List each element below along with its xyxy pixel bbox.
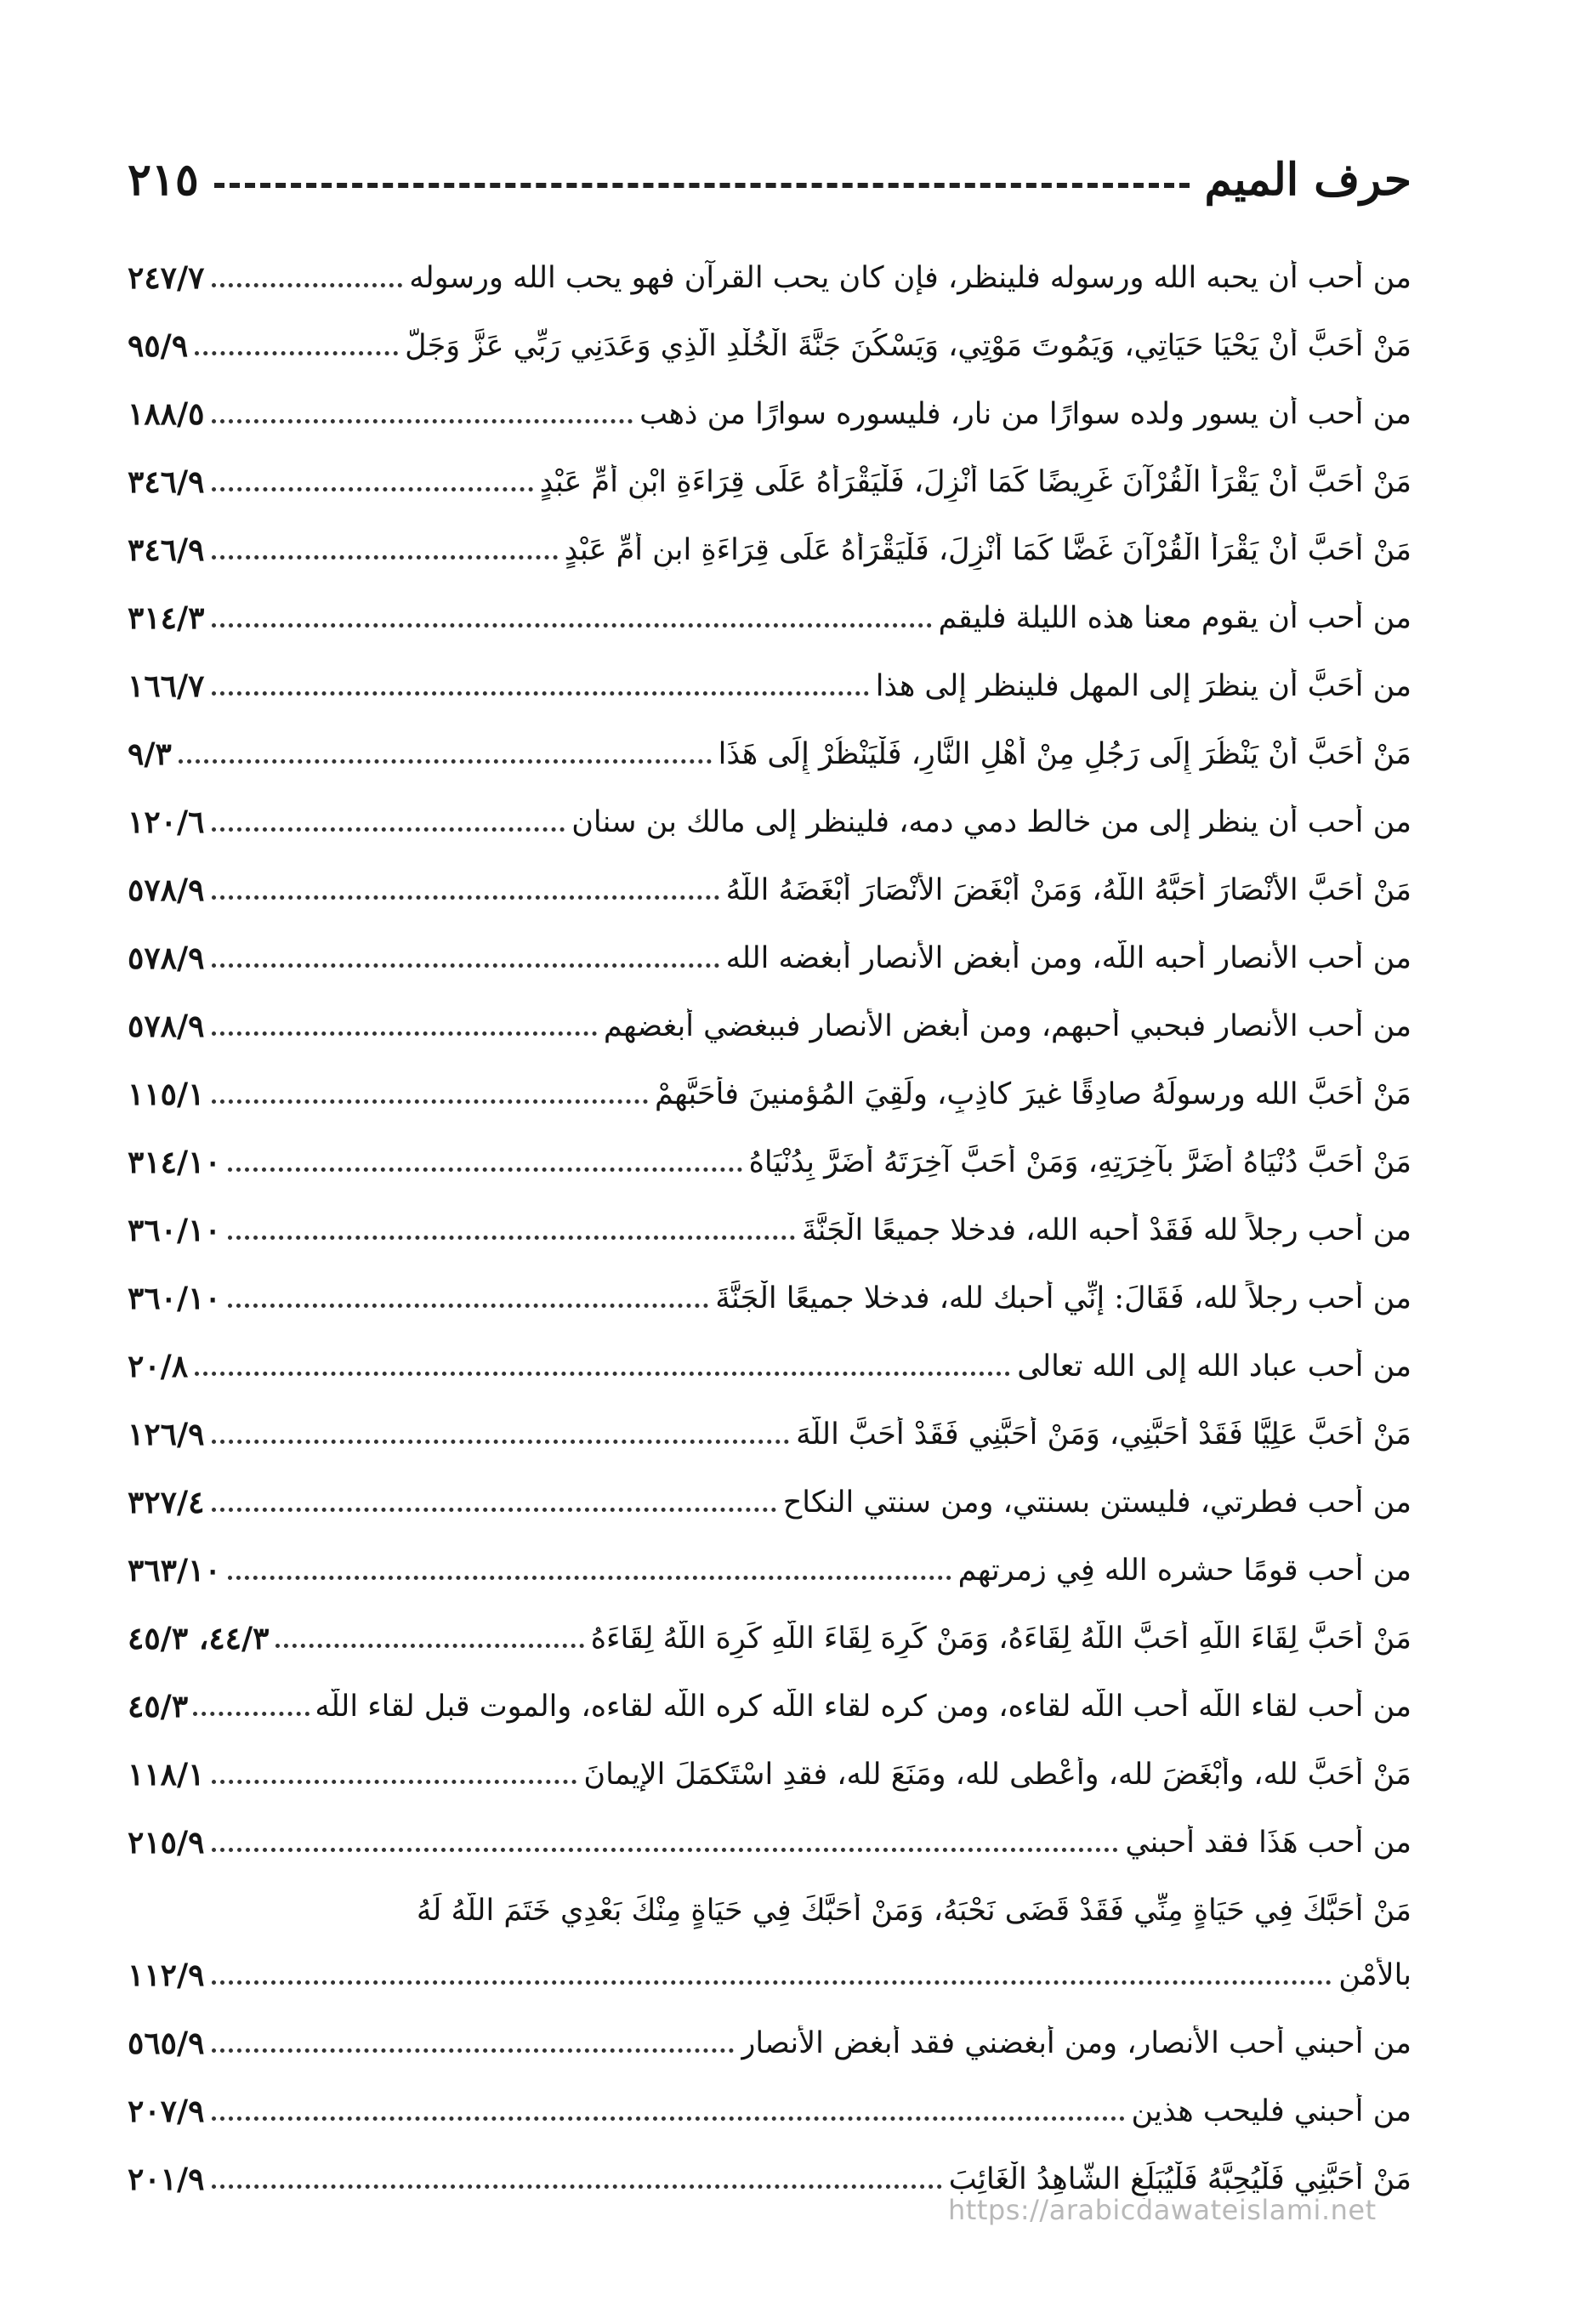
dot-leader <box>212 283 403 287</box>
dot-leader <box>212 2184 942 2189</box>
entry-reference: ٢٠٧/٩ <box>128 2094 205 2129</box>
entry-reference: ٢٤٧/٧ <box>128 260 205 296</box>
entry-text: مَنْ أَحَبَّ أَنْ يَقْرَأَ الْقُرْآنَ غَضًّا كَمَا أُنْزِلَ، فَلْيَقْرَأْهُ عَلَى قِرَاءَةِ ابنِ أُمِّ عَبْدٍ <box>564 533 1411 568</box>
entry-reference: ١١٨/١ <box>128 1757 205 1792</box>
entry-text: مَنْ أَحَبَّ عَلِيًّا فَقَدْ أَحَبَّنِي، وَمَنْ أَحَبَّنِي فَقَدْ أَحَبَّ اللَّهَ <box>796 1418 1411 1452</box>
index-entry <box>128 298 1411 366</box>
entry-reference: ١٦٦/٧ <box>128 668 205 704</box>
entry-text: من أحب رجلاً لله فَقَدْ أحبه الله، فدخلا جميعًا الْجَنَّةَ <box>801 1213 1411 1248</box>
entry-reference: ٣٦٠/١٠ <box>128 1281 221 1316</box>
index-entry <box>128 1522 1411 1590</box>
chapter-title: حرف الميم <box>1204 153 1411 206</box>
entry-text: من أحب عباد الله إلى الله تعالى <box>1017 1349 1411 1384</box>
dot-leader <box>212 419 633 423</box>
dot-leader <box>212 555 558 560</box>
page-number: ٢١٥ <box>128 153 199 206</box>
index-entry-continuation <box>128 1930 1411 1995</box>
entry-text: من أَحَبَّ أن ينظرَ إلى المهل فلينظر إلى هذا <box>875 669 1411 704</box>
index-entry <box>128 366 1411 434</box>
dot-leader <box>212 1780 577 1784</box>
index-entry <box>128 1590 1411 1658</box>
entry-reference: ٤٤/٣، ٤٥/٣ <box>128 1621 270 1656</box>
entry-reference: ٥٧٨/٩ <box>128 940 205 976</box>
dot-leader <box>228 1576 951 1580</box>
entry-reference: ١١٥/١ <box>128 1077 205 1112</box>
index-entry <box>128 638 1411 706</box>
index-entry <box>128 706 1411 774</box>
entry-reference: ٩/٣ <box>128 736 172 772</box>
dot-leader <box>212 963 719 968</box>
index-entry <box>128 1658 1411 1726</box>
dot-leader <box>212 1848 1119 1852</box>
index-entry <box>128 1318 1411 1386</box>
index-entry <box>128 570 1411 638</box>
entry-reference: ١٢٠/٦ <box>128 804 205 840</box>
entry-text: من أحب فطرتي، فليستن بسنتي، ومن سنتي النكاح <box>782 1486 1411 1520</box>
entry-text: مَنْ أَحَبَّ أَنْ يَحْيَا حَيَاتِي، وَيَمُوتَ مَوْتِي، وَيَسْكُنَ جَنَّةَ الْخُلْدِ الَّذِي وَعَدَنِي رَبِّي عَزَّ وَجَلَّ <box>405 329 1411 364</box>
entry-reference: ٤٥/٣ <box>128 1689 189 1724</box>
page-header <box>128 141 1411 218</box>
dot-leader <box>212 1508 776 1512</box>
entry-text: مَنْ أَحَبَّ أَنْ يَقْرَأَ الْقُرْآنَ غَرِيضًا كَمَا أُنْزِلَ، فَلْيَقْرَأْهُ عَلَى قِرَاءَةِ ابْنِ أُمِّ عَبْدٍ <box>539 465 1411 500</box>
entry-text: من أحب لقاء اللَّه أحب اللَّه لقاءه، ومن كره لقاء اللَّه كره اللَّه لقاءه، والموت قبل لقاء اللَّه <box>315 1690 1411 1724</box>
entry-text: مَنْ أَحَبَّ الله ورسولَهُ صادِقًا غيرَ كاذِبٍ، ولَقِيَ المُؤمنينَ فأَحَبَّهمْ <box>654 1077 1411 1112</box>
entry-text: من أحب الأنصار فبحبي أحبهم، ومن أبغض الأنصار فببغضي أبغضهم <box>603 1009 1411 1044</box>
header-dashed-rule <box>214 183 1190 188</box>
entry-text: مَنْ أَحَبَّ أَنْ يَنْظُرَ إِلَى رَجُلٍ مِنْ أَهْلِ النَّارِ، فَلْيَنْظُرْ إِلَى هَذَا <box>718 737 1411 772</box>
entry-reference: ٢٠١/٩ <box>128 2162 205 2197</box>
entry-reference: ١١٢/٩ <box>128 1957 205 1993</box>
dot-leader <box>212 2048 735 2053</box>
dot-leader <box>212 1980 1332 1985</box>
entry-reference: ٣٦٣/١٠ <box>128 1553 221 1588</box>
entry-reference: ٣٤٦/٩ <box>128 532 205 568</box>
dot-leader <box>212 1031 597 1036</box>
index-entry <box>128 1726 1411 1794</box>
dot-leader <box>212 1440 790 1444</box>
dot-leader <box>275 1644 583 1648</box>
entry-text: من أحبني فليحب هذين <box>1131 2094 1411 2129</box>
index-entry <box>128 2131 1411 2199</box>
index-entry <box>128 230 1411 298</box>
dot-leader <box>228 1236 795 1240</box>
entry-text: مَنْ أَحَبَّكَ فِي حَيَاةٍ مِنِّي فَقَدْ قَضَى نَحْبَهُ، وَمَنْ أَحَبَّكَ فِي حَيَاةٍ مِنْكَ بَعْدِي خَتَمَ اللَّهُ لَهُ <box>416 1894 1411 1929</box>
entry-reference: ٣١٤/١٠ <box>128 1145 221 1180</box>
entry-reference: ٢١٥/٩ <box>128 1825 205 1861</box>
entry-reference: ٥٦٥/٩ <box>128 2025 205 2061</box>
website-watermark: https://arabicdawateislami.net <box>948 2194 1377 2226</box>
entry-reference: ١٨٨/٥ <box>128 396 205 432</box>
entry-text: من أحب قومًا حشره الله فِي زمرتهم <box>957 1554 1411 1588</box>
index-entry <box>128 1250 1411 1318</box>
dot-leader <box>179 759 712 764</box>
entry-text: مَنْ أَحَبَّ لله، وأَبْغَضَ لله، وأَعْطى لله، ومَنَعَ لله، فقدِ اسْتَكمَلَ الإيمانَ <box>583 1758 1411 1792</box>
entry-reference: ٩٥/٩ <box>128 328 189 364</box>
index-entry <box>128 842 1411 910</box>
entry-reference: ٥٧٨/٩ <box>128 1008 205 1044</box>
dot-leader <box>212 691 869 696</box>
dot-leader <box>228 1304 708 1308</box>
dot-leader <box>212 487 533 491</box>
entry-text: من أحب أن ينظر إلى من خالط دمي دمه، فلينظر إلى مالك بن سنان <box>571 805 1411 840</box>
entry-text: مَنْ أَحَبَّ الأَنْصَارَ أَحَبَّهُ اللَّهُ، وَمَنْ أَبْغَضَ الأَنْصَارَ أَبْغَضَهُ اللَّهُ <box>725 873 1411 908</box>
entry-reference: ٣٢٧/٤ <box>128 1485 205 1520</box>
entry-reference: ١٢٦/٩ <box>128 1417 205 1452</box>
entry-reference: ٣٦٠/١٠ <box>128 1213 221 1248</box>
dot-leader <box>212 827 565 832</box>
entry-text: من أحبني أحب الأنصار، ومن أبغضني فقد أبغض الأنصار <box>741 2026 1411 2061</box>
entry-text: من أحب أن يسور ولده سوارًا من نار، فليسوره سوارًا من ذهب <box>639 397 1411 432</box>
dot-leader <box>212 2116 1125 2121</box>
dot-leader <box>195 351 398 355</box>
entry-text: من أحب رجلاً لله، فَقَالَ: إنِّي أحبك لله، فدخلا جميعًا الْجَنَّةَ <box>715 1281 1411 1316</box>
dot-leader <box>212 895 719 900</box>
entry-reference: ٣٤٦/٩ <box>128 464 205 500</box>
index-entries <box>128 230 1411 2199</box>
index-entry <box>128 774 1411 842</box>
index-entry <box>128 502 1411 570</box>
index-entry <box>128 1794 1411 1862</box>
entry-text: مَنْ أَحَبَّنِي فَلْيُحِبَّهُ فَلْيُبَلِّغِ الشَّاهِدُ الْغَائِبَ <box>948 2162 1411 2197</box>
dot-leader <box>212 1099 648 1104</box>
index-entry <box>128 434 1411 502</box>
dot-leader <box>212 623 932 628</box>
entry-text: من أحب أن يقوم معنا هذه الليلة فليقم <box>938 601 1411 636</box>
entry-text: مَنْ أَحَبَّ دُنْيَاهُ أَضَرَّ بآخِرَتِهِ، وَمَنْ أَحَبَّ آخِرَتَهُ أَضَرَّ بِدُنْيَاهُ <box>748 1145 1411 1180</box>
dot-leader <box>193 1712 310 1716</box>
index-entry <box>128 1454 1411 1522</box>
index-entry-multiline-start <box>128 1862 1411 1930</box>
entry-text: من أحب هَذَا فقد أحبني <box>1125 1826 1411 1861</box>
entry-reference: ٣١٤/٣ <box>128 600 205 636</box>
index-entry <box>128 1114 1411 1182</box>
entry-reference: ٥٧٨/٩ <box>128 872 205 908</box>
entry-text: من أحب أن يحبه الله ورسوله فلينظر، فإن كان يحب القرآن فهو يحب الله ورسوله <box>409 261 1411 296</box>
entry-text: من أحب الأنصار أحبه اللَّه، ومن أبغض الأنصار أبغضه الله <box>725 941 1411 976</box>
index-entry <box>128 1046 1411 1114</box>
index-entry <box>128 1995 1411 2063</box>
index-entry <box>128 1386 1411 1454</box>
index-entry <box>128 910 1411 978</box>
entry-text: بالأَمْنِ <box>1338 1958 1411 1993</box>
dot-leader <box>228 1168 742 1172</box>
index-entry <box>128 2063 1411 2131</box>
entry-reference: ٢٠/٨ <box>128 1349 189 1384</box>
entry-text: مَنْ أَحَبَّ لِقَاءَ اللَّهِ أَحَبَّ اللَّهُ لِقَاءَهُ، وَمَنْ كَرِهَ لِقَاءَ اللَّهِ كَرِهَ اللَّهُ لِقَاءَهُ <box>590 1622 1411 1656</box>
index-entry <box>128 978 1411 1046</box>
index-entry <box>128 1182 1411 1250</box>
dot-leader <box>195 1372 1010 1376</box>
